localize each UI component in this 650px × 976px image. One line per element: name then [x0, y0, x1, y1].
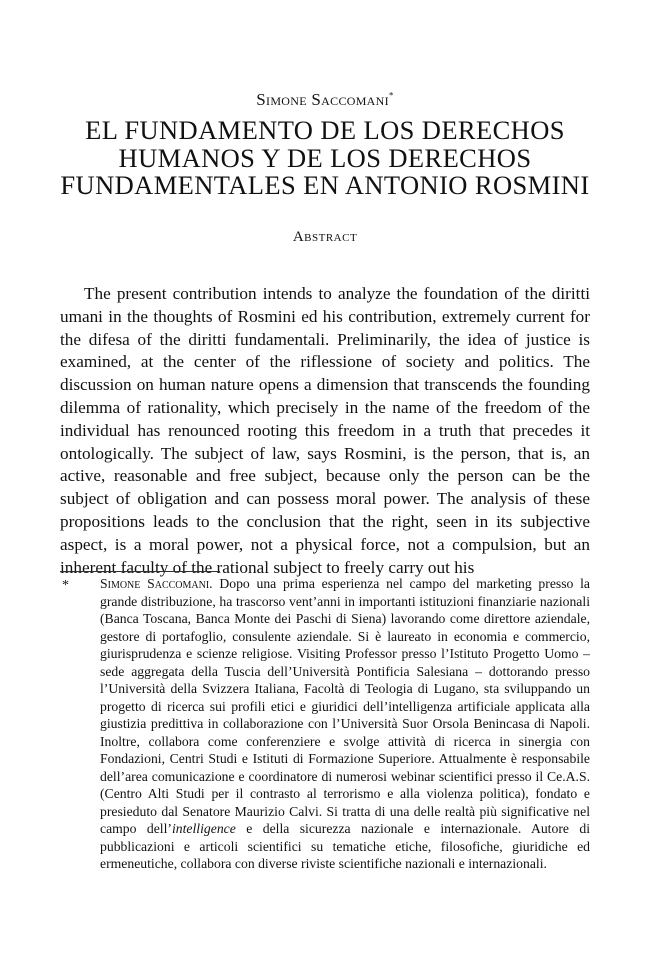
author-footnote-marker: * — [388, 90, 394, 101]
footnote-italic-word: intelligence — [171, 821, 236, 836]
footnote-separator — [60, 571, 220, 572]
footnote-marker: * — [62, 578, 69, 593]
footnote-text-part2: e della sicurezza nazionale e internazionale. Autore di pubblicazioni e articoli scientifici su tematiche etiche, filosofiche, giuridiche ed ermeneutiche, collabora con diverse riviste scientifiche nazionali e internazionali. — [100, 821, 591, 871]
paper-title: EL FUNDAMENTO DE LOS DERECHOS HUMANOS Y DE LOS DERECHOS FUNDAMENTALES EN ANTONIO ROSMINI — [60, 115, 590, 200]
footnote-text — [100, 575, 590, 873]
footnote-text-part1: Dopo una prima esperienza nel campo del marketing presso la grande distribuzione, ha trascorso vent’anni in importanti istituzioni finanziarie nazionali (Banca Toscana, Banca Monte dei Paschi di Siena) lavorando come direttore aziendale, gestore di portafoglio, consulente aziendale. Si è laureato in economia e commercio, giurisprudenza e scienze religiose. Visiting Professor presso l’Istituto Progetto Uomo – sede aggregata della Tuscia dell’Università Pontificia Salesiana – dottorando presso l’Università della Svizzera Italiana, Facoltà di Teologia di Lugano, sta sviluppando un progetto di ricerca sui profili etici e giuridici dell’intelligenza artificiale applicata alla giustizia predittiva in collaborazione con l’Università Suor Orsola Benincasa di Napoli. Inoltre, collabora come conferenziere e svolge attività di ricerca in sinergia con Fondazioni, Centri Studi e Istituti di Formazione Superiore. Attualmente è responsabile dell’area comunicazione e coordinatore di numerosi webinar scientifici presso il Ce.A.S. (Centro Alti Studi per il contrasto al terrorismo e alla violenza politica), fondato e presieduto dal Senatore Maurizio Calvi. Si tratta di una delle realtà più significative nel campo dell’ — [100, 576, 590, 836]
author-name-text: Simone Saccomani — [256, 90, 389, 109]
abstract-heading: Abstract — [292, 229, 358, 245]
author-name — [0, 90, 650, 110]
footnote-author-name: Simone Saccomani. — [100, 576, 213, 591]
abstract-body: The present contribution intends to analyze the foundation of the diritti umani in the thoughts of Rosmini ed his contribution, extremely current for the difesa of the diritti fundamentali. Preliminarily, the idea of justice is examined, at the center of the riflessione of society and politics. The discussion on human nature opens a dimension that transcends the founding dilemma of rationality, which precisely in the name of the freedom of the individual has renounced rooting this freedom in a truth that precedes it ontologically. The subject of law, says Rosmini, is the person, that is, an active, reasonable and free subject, because only the person can be the subject of obligation and can possess moral power. The analysis of these propositions leads to the conclusion that the right, seen in its subjective aspect, is a moral power, not a physical force, not a compulsion, but an inherent faculty of the rational subject to freely carry out his — [60, 284, 590, 577]
